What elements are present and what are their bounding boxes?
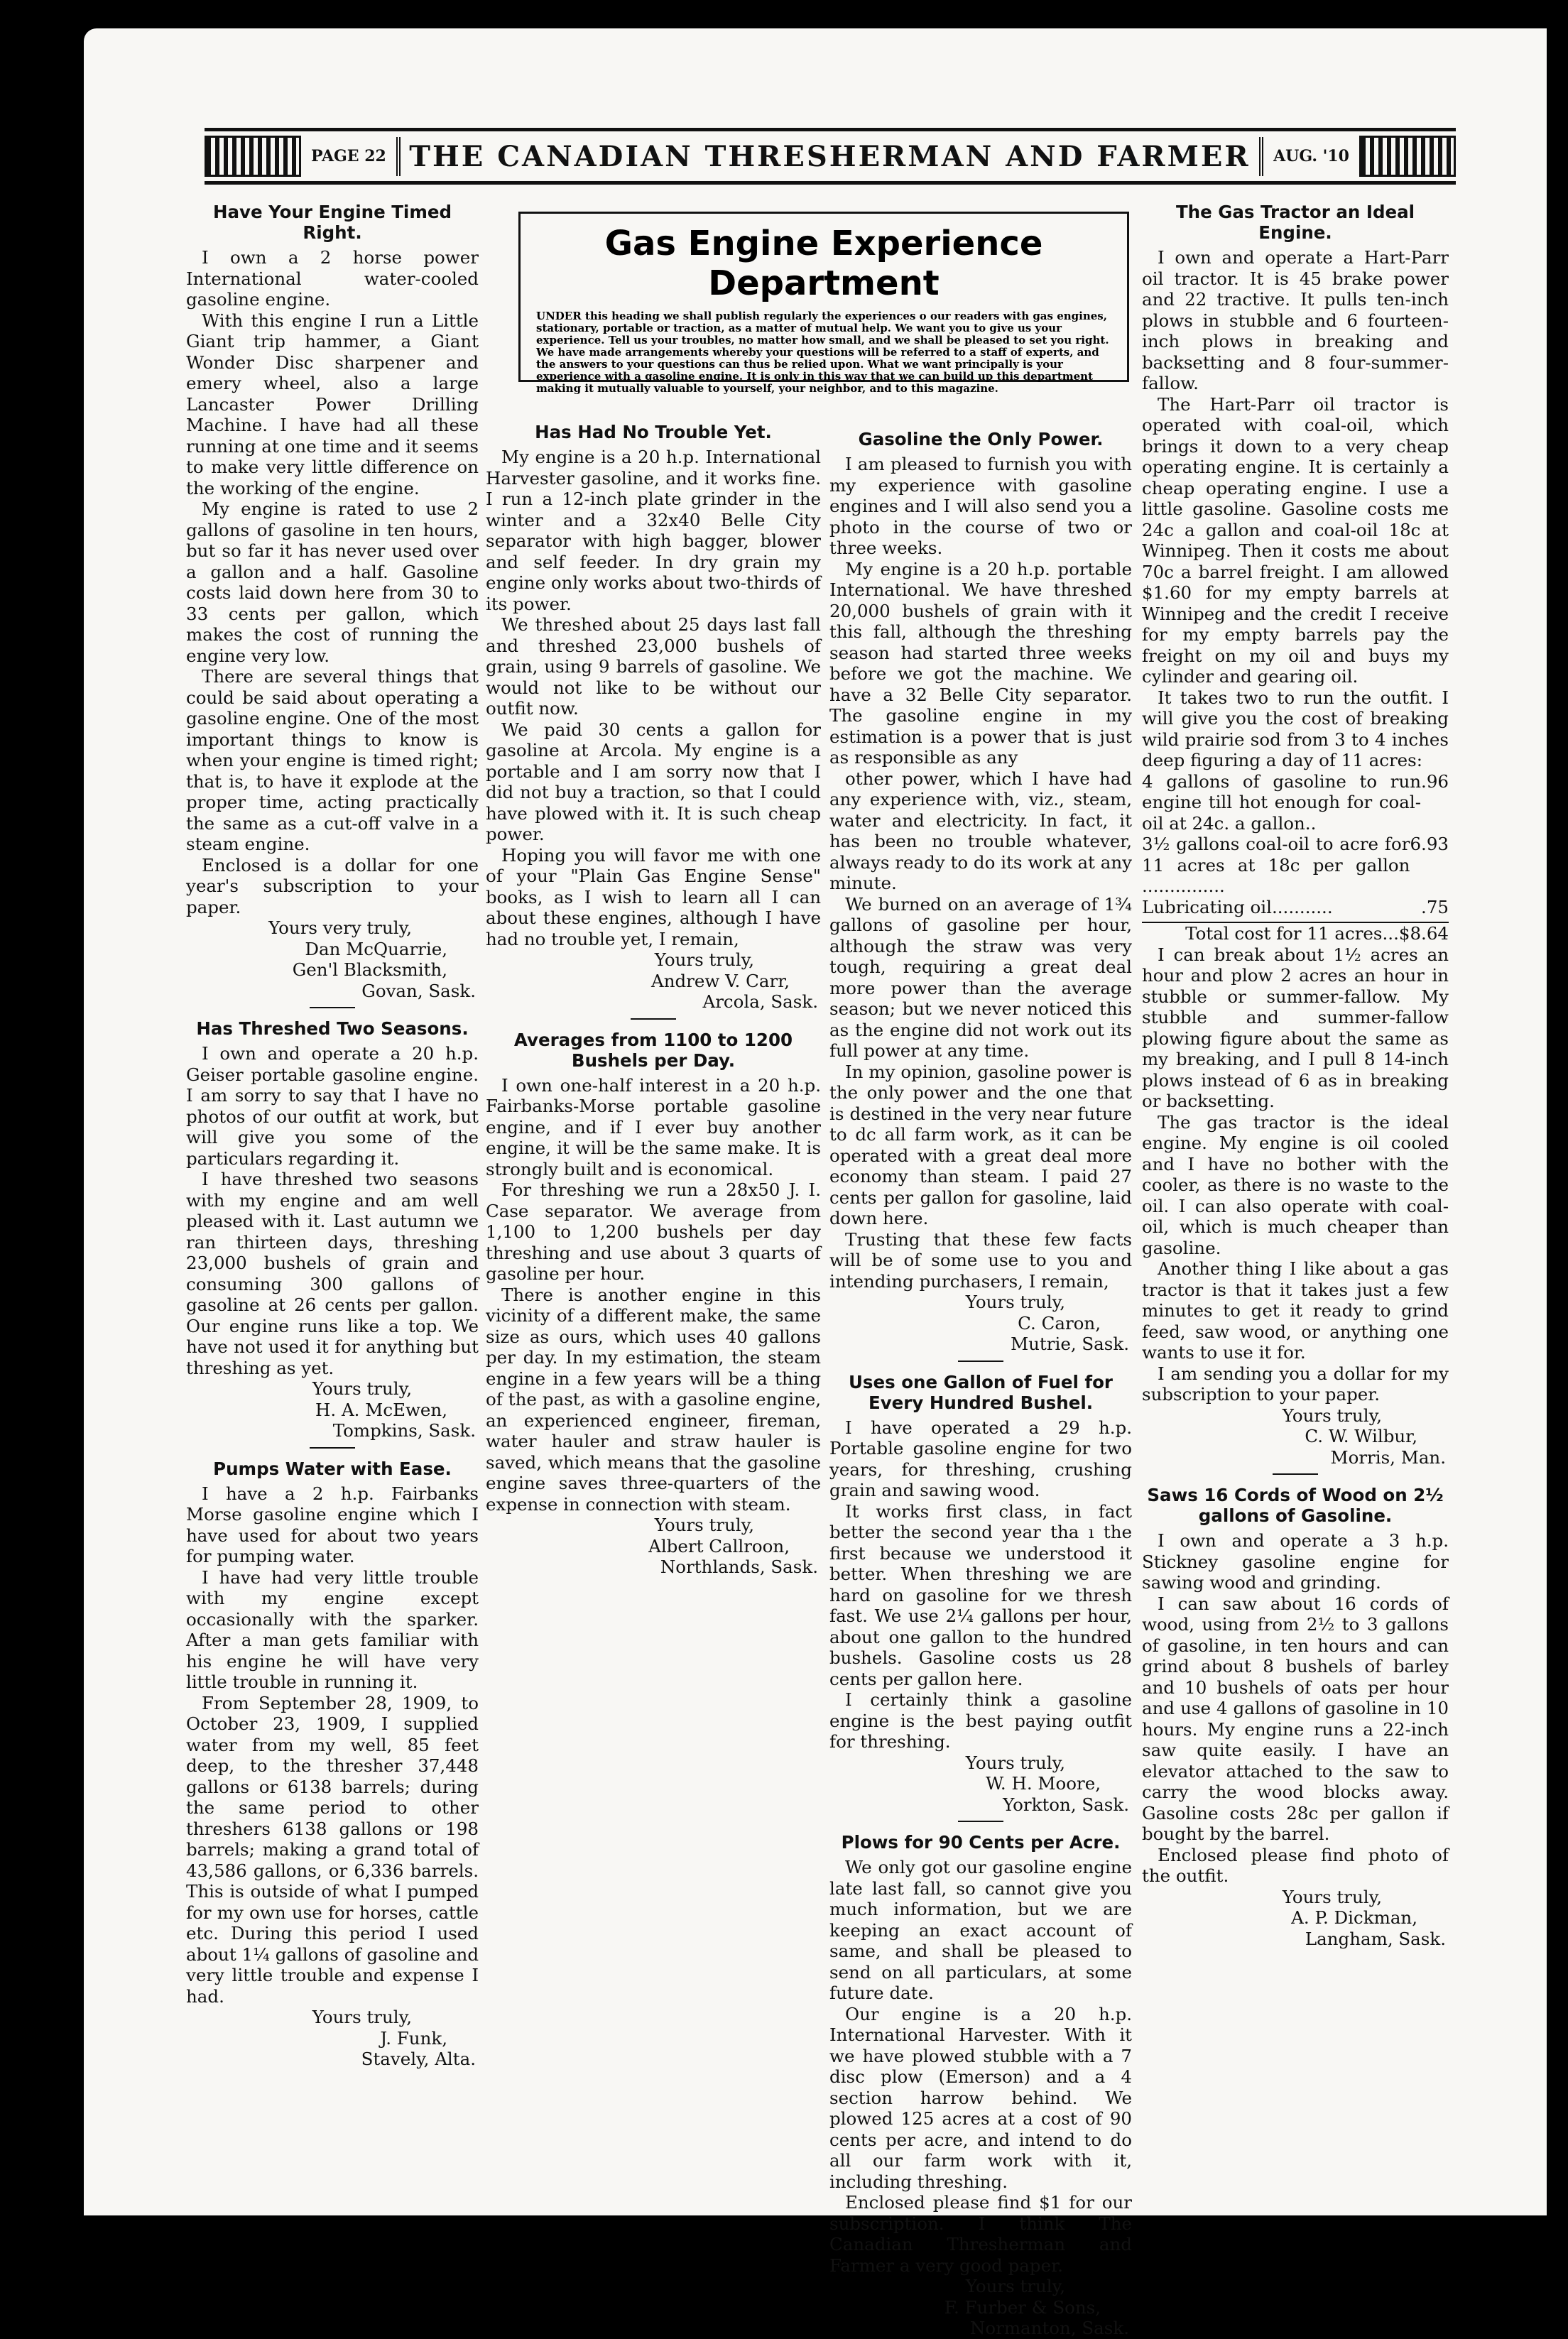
article-headline: Has Threshed Two Seasons. bbox=[196, 1018, 469, 1039]
column-3 bbox=[829, 419, 1132, 2339]
article-paragraph: I certainly think a gasoline engine is the best paying outfit for threshing. bbox=[829, 1689, 1132, 1752]
signature-line: Yours truly, bbox=[312, 2007, 412, 2027]
article-paragraph: My engine is rated to use 2 gallons of gasoline in ten hours, but so far it has never used over a gallon and a half. Gasoline costs laid down here from 30 to 33 cents per gallon, which makes the cost of running the engine very low. bbox=[186, 498, 479, 666]
signature-line: W. H. Moore, bbox=[985, 1773, 1101, 1794]
article-paragraph: I own and operate a 20 h.p. Geiser portable gasoline engine. I am sorry to say that I have no photos of our outfit at work, but will give you some of the particulars regarding it. bbox=[186, 1043, 479, 1169]
signature-line: Langham, Sask. bbox=[1305, 1928, 1446, 1949]
article-paragraph: Another thing I like about a gas tractor is that it takes just a few minutes to get it ready to grind feed, saw wood, or anything one wants to use it for. bbox=[1142, 1258, 1449, 1363]
article-paragraph: It takes two to run the outfit. I will give you the cost of breaking wild prairie sod from 3 to 4 inches deep figuring a day of 11 acres: bbox=[1142, 687, 1449, 770]
signature bbox=[186, 917, 479, 1001]
signature-line: Stavely, Alta. bbox=[361, 2049, 476, 2069]
article-paragraph: Enclosed please find photo of the outfit. bbox=[1142, 1844, 1449, 1886]
cost-row bbox=[1142, 834, 1449, 897]
article-paragraph: The gas tractor is the ideal engine. My engine is oil cooled and I have no bother with the cooler, as there is no waste to the oil. I can also operate with coal-oil, which is much cheaper than gasoline. bbox=[1142, 1111, 1449, 1258]
signature-line: Northlands, Sask. bbox=[660, 1556, 818, 1577]
signature-line: Govan, Sask. bbox=[361, 980, 476, 1001]
signature bbox=[486, 1515, 821, 1578]
article-paragraph: I am sending you a dollar for my subscription to your paper. bbox=[1142, 1363, 1449, 1405]
signature-line: C. W. Wilbur, bbox=[1305, 1426, 1417, 1446]
signature-line: C. Caron, bbox=[1018, 1312, 1101, 1334]
cost-row bbox=[1142, 771, 1449, 834]
signature-line: Morris, Man. bbox=[1330, 1446, 1446, 1468]
article-paragraph: It works first class, in fact better the second year tha ı the first because we understood it better. When threshing we are hard on gasoline for we thresh fast. We use 2¼ gallons per hour, about one gallon to the hundred bushels. Gasoline costs us 28 cents per gallon here. bbox=[829, 1500, 1132, 1689]
cost-item: 4 gallons of gasoline to run engine till hot enough for coal-oil at 24c. a gallon.. bbox=[1142, 770, 1422, 834]
cost-amount: .75 bbox=[1421, 896, 1449, 917]
page-number: PAGE 22 bbox=[311, 147, 386, 165]
article-paragraph: other power, which I have had any experience with, viz., steam, water and electricity. In fact, it has been no trouble whatever, always ready to do its work at any minute. bbox=[829, 768, 1132, 893]
signature bbox=[829, 1292, 1132, 1355]
article-paragraph: We only got our gasoline engine late last fall, so cannot give you much information, but we are keeping an exact account of same, and shall be pleased to send on all particulars, at some future date. bbox=[829, 1857, 1132, 2003]
article-paragraph: For threshing we run a 28x50 J. I. Case separator. We average from 1,100 to 1,200 bushels per day threshing and use about 3 quarts of gasoline per hour. bbox=[486, 1179, 821, 1284]
article-paragraph: We paid 30 cents a gallon for gasoline at Arcola. My engine is a portable and I am sorry now that I did not buy a traction, so that I could have plowed with it. It is such cheap power. bbox=[486, 719, 821, 844]
article-headline: Uses one Gallon of Fuel for Every Hundred Bushel. bbox=[849, 1371, 1113, 1413]
article-paragraph: I have had very little trouble with my engine except occasionally with the sparker. After a man gets familiar with his engine he will have very little trouble in running it. bbox=[186, 1566, 479, 1692]
article-paragraph: I own a 2 horse power International water-cooled gasoline engine. bbox=[186, 247, 479, 310]
article-paragraph: The Hart-Parr oil tractor is operated with coal-oil, which brings it down to a very cheap operating engine. It is certainly a cheap operating engine. I use a little gasoline. Gasoline costs me 24c a gallon and coal-oil 18c at Winnipeg. Then it costs me about 70c a barrel freight. I am allowed $1.60 for my empty barrels at Winnipeg and the credit I receive for my empty barrels pay the freight on my oil and buys my cylinder and gearing oil. bbox=[1142, 393, 1449, 687]
column-1 bbox=[186, 192, 479, 2070]
signature-line: Mutrie, Sask. bbox=[1011, 1334, 1129, 1354]
signature-line: Arcola, Sask. bbox=[702, 991, 818, 1012]
article-paragraph: Our engine is a 20 h.p. International Harvester. With it we have plowed stubble with a 7 disc plow (Emerson) and a 4 section harrow behind. We plowed 125 acres at a cost of 90 cents per acre, and intend to do all our farm work with it, including threshing. bbox=[829, 2003, 1132, 2192]
signature bbox=[486, 949, 821, 1013]
article-paragraph: There is another engine in this vicinity of a different make, the same size as ours, which uses 40 gallons per day. In my estimation, the steam engine in a few years will be a thing of the past, as with a gasoline engine, an experienced engineer, fireman, water hauler and straw hauler is saved, which means that the gasoline engine saves three-quarters of the expense in connection with steam. bbox=[486, 1284, 821, 1515]
article-paragraph: I have threshed two seasons with my engine and am well pleased with it. Last autumn we ran thirteen days, threshing 23,000 bushels of grain and consuming 300 gallons of gasoline at 26 cents per gallon. Our engine runs like a top. We have not used it for anything but threshing as yet. bbox=[186, 1169, 479, 1378]
department-intro: UNDER this heading we shall publish regularly the experiences o our readers with gas engines, stationary, portable or traction, as a matter of mutual help. We want you to give us your experience. Tell us your troubles, no matter how small, and we shall be pleased to set you right. We have made arrangements whereby your questions will be referred to a staff of experts, and the answers to your questions can thus be relied upon. What we want principally is your experience with a gasoline engine. It is only in this way that we can build up this department making it mutually valuable to yourself, your neighbor, and to this magazine. bbox=[536, 310, 1109, 395]
article-paragraph: I own and operate a 3 h.p. Stickney gasoline engine for sawing wood and grinding. bbox=[1142, 1530, 1449, 1593]
cost-row bbox=[1142, 897, 1449, 918]
signature-line: Yours truly, bbox=[1282, 1886, 1382, 1907]
signature-line: H. A. McEwen, bbox=[315, 1399, 447, 1420]
signature-line: Albert Callroon, bbox=[648, 1535, 790, 1556]
cost-amount: .96 bbox=[1421, 770, 1449, 792]
cost-table bbox=[1142, 771, 1449, 944]
column-2 bbox=[486, 412, 821, 1578]
divider-rule bbox=[1273, 1473, 1318, 1475]
article-headline: Have Your Engine Timed Right. bbox=[212, 202, 452, 243]
signature bbox=[1142, 1887, 1449, 1950]
article-paragraph: I have a 2 h.p. Fairbanks Morse gasoline engine which I have used for about two years for pumping water. bbox=[186, 1483, 479, 1566]
article-headline: Pumps Water with Ease. bbox=[213, 1458, 452, 1479]
article-paragraph: Trusting that these few facts will be of some use to you and intending purchasers, I remain, bbox=[829, 1228, 1132, 1292]
cost-total: Total cost for 11 acres...$8.64 bbox=[1142, 922, 1449, 944]
article-paragraph: We threshed about 25 days last fall and threshed 23,000 bushels of grain, using 9 barrels of gasoline. We would not like to be without our outfit now. bbox=[486, 614, 821, 719]
department-title: Gas Engine Experience Department bbox=[604, 224, 1043, 303]
article-paragraph: There are several things that could be said about operating a gasoline engine. One of the most important things to know is when your engine is timed right; that is, to have it explode at the proper time, acting practically the same as a cut-off valve in a steam engine. bbox=[186, 666, 479, 854]
signature-line: Andrew V. Carr, bbox=[651, 970, 790, 991]
article-headline: Gasoline the Only Power. bbox=[858, 429, 1104, 449]
signature-line: F. Furber & Sons, bbox=[944, 2296, 1101, 2318]
article-paragraph: My engine is a 20 h.p. portable International. We have threshed 20,000 bushels of grain with it this fall, although the threshing season had started three weeks before we got the machine. We have a 32 Belle City separator. The gasoline engine in my estimation is a power that is just as responsible as any bbox=[829, 558, 1132, 768]
signature-line: Dan McQuarrie, bbox=[305, 938, 447, 959]
article-paragraph: In my opinion, gasoline power is the only power and the one that is destined in the very near future to dc all farm work, as it can be operated with a great deal more economy than steam. I paid 27 cents per gallon for gasoline, laid down here. bbox=[829, 1061, 1132, 1228]
issue-date: AUG. '10 bbox=[1273, 147, 1349, 165]
article-paragraph: I own one-half interest in a 20 h.p. Fairbanks-Morse portable gasoline engine, and if I ever buy another engine, it will be the same make. It is strongly built and is economical. bbox=[486, 1074, 821, 1179]
signature-line: Gen'l Blacksmith, bbox=[292, 959, 447, 980]
signature-line: Yours truly, bbox=[1282, 1405, 1382, 1426]
divider-rule bbox=[958, 1361, 1003, 1362]
article-headline: Saws 16 Cords of Wood on 2½ gallons of Gasoline. bbox=[1147, 1485, 1444, 1526]
masthead-title: THE CANADIAN THRESHERMAN AND FARMER bbox=[396, 137, 1263, 176]
signature-line: Yours truly, bbox=[965, 2276, 1065, 2296]
article-paragraph: With this engine I run a Little Giant trip hammer, a Giant Wonder Disc sharpener and emery wheel, also a large Lancaster Power Drilling Machine. I have had all these running at one time and it seems to make very little difference on the working of the engine. bbox=[186, 310, 479, 498]
article-paragraph: Hoping you will favor me with one of your "Plain Gas Engine Sense" books, as I wish to learn all I can about these engines, although I have had no trouble yet, I remain, bbox=[486, 844, 821, 949]
article-paragraph: I have operated a 29 h.p. Portable gasoline engine for two years, for threshing, crushing grain and sawing wood. bbox=[829, 1417, 1132, 1500]
article-headline: Has Had No Trouble Yet. bbox=[535, 422, 772, 442]
right-ornament-icon bbox=[1359, 136, 1456, 177]
divider-rule bbox=[310, 1447, 355, 1449]
department-box bbox=[518, 212, 1129, 395]
signature-line: Normanton, Sask. bbox=[969, 2318, 1129, 2338]
masthead-banner bbox=[205, 128, 1456, 185]
signature-line: Yours very truly, bbox=[268, 917, 412, 938]
signature-line: A. P. Dickman, bbox=[1291, 1907, 1417, 1928]
signature bbox=[829, 1752, 1132, 1816]
left-ornament-icon bbox=[205, 136, 301, 177]
article-paragraph: We burned on an average of 1¾ gallons of gasoline per hour, although the straw was very tough, requiring a great deal more power than the average season; but we never noticed this as the engine did not work out its full power at any time. bbox=[829, 893, 1132, 1061]
article-paragraph: My engine is a 20 h.p. International Harvester gasoline, and it works fine. I run a 12-inch plate grinder in the winter and a 32x40 Belle City separator with high bagger, blower and self feeder. In dry grain my engine only works about two-thirds of its power. bbox=[486, 447, 821, 614]
article-paragraph: Enclosed please find $1 for our subscription. I think The Canadian Thresherman and Farmer a very good paper. bbox=[829, 2192, 1132, 2276]
signature bbox=[1142, 1405, 1449, 1468]
signature-line: Tompkins, Sask. bbox=[332, 1420, 476, 1441]
signature-line: Yours truly, bbox=[654, 949, 754, 970]
article-paragraph: Enclosed is a dollar for one year's subscription to your paper. bbox=[186, 854, 479, 917]
article-headline: Averages from 1100 to 1200 Bushels per Day. bbox=[513, 1029, 793, 1071]
signature bbox=[186, 2007, 479, 2070]
article-paragraph: I own and operate a Hart-Parr oil tractor. It is 45 brake power and 22 tractive. It pulls ten-inch plows in stubble and 6 fourteen-inch plows in breaking and backsetting and 8 four-summer-fallow. bbox=[1142, 247, 1449, 393]
signature bbox=[186, 1378, 479, 1441]
signature-line: J. Funk, bbox=[380, 2027, 447, 2049]
signature-line: Yours truly, bbox=[965, 1292, 1065, 1312]
article-paragraph: From September 28, 1909, to October 23, 1909, I supplied water from my well, 85 feet deep, to the thresher 37,448 gallons or 6138 barrels; during the same period to other threshers 6138 gallons or 198 barrels; making a grand total of 43,586 gallons, or 6,336 barrels. This is outside of what I pumped for my own use for horses, cattle etc. During this period I used about 1¼ gallons of gasoline and very little trouble and expense I had. bbox=[186, 1692, 479, 2007]
article-headline: Plows for 90 Cents per Acre. bbox=[841, 1832, 1121, 1853]
signature-line: Yours truly, bbox=[654, 1515, 754, 1535]
article-paragraph: I am pleased to furnish you with my experience with gasoline engines and I will also send you a photo in the course of two or three weeks. bbox=[829, 454, 1132, 558]
signature-line: Yours truly, bbox=[965, 1752, 1065, 1773]
column-4 bbox=[1142, 192, 1449, 1949]
cost-item: 3½ gallons coal-oil to acre for 11 acres at 18c per gallon ............... bbox=[1142, 834, 1410, 896]
signature bbox=[829, 2276, 1132, 2339]
divider-rule bbox=[631, 1018, 676, 1020]
signature-line: Yorkton, Sask. bbox=[1003, 1794, 1129, 1815]
article-headline: The Gas Tractor an Ideal Engine. bbox=[1175, 202, 1415, 243]
signature-line: Yours truly, bbox=[312, 1378, 412, 1399]
article-paragraph: I can break about 1½ acres an hour and plow 2 acres an hour in stubble or summer-fallow. My stubble and summer-fallow plowing figure about the same as my breaking, and I pull 8 14-inch plows instead of 6 as in breaking or backsetting. bbox=[1142, 944, 1449, 1111]
divider-rule bbox=[958, 1821, 1003, 1822]
cost-amount: 6.93 bbox=[1410, 834, 1449, 854]
cost-item: Lubricating oil........... bbox=[1142, 896, 1333, 917]
divider-rule bbox=[310, 1007, 355, 1008]
article-paragraph: I can saw about 16 cords of wood, using from 2½ to 3 gallons of gasoline, in ten hours and can grind about 8 bushels of barley and 10 bushels of oats per hour and use 4 gallons of gasoline in 10 hours. My engine runs a 22-inch saw quite easily. I have an elevator attached to the saw to carry the wood blocks away. Gasoline costs 28c per gallon if bought by the barrel. bbox=[1142, 1593, 1449, 1844]
